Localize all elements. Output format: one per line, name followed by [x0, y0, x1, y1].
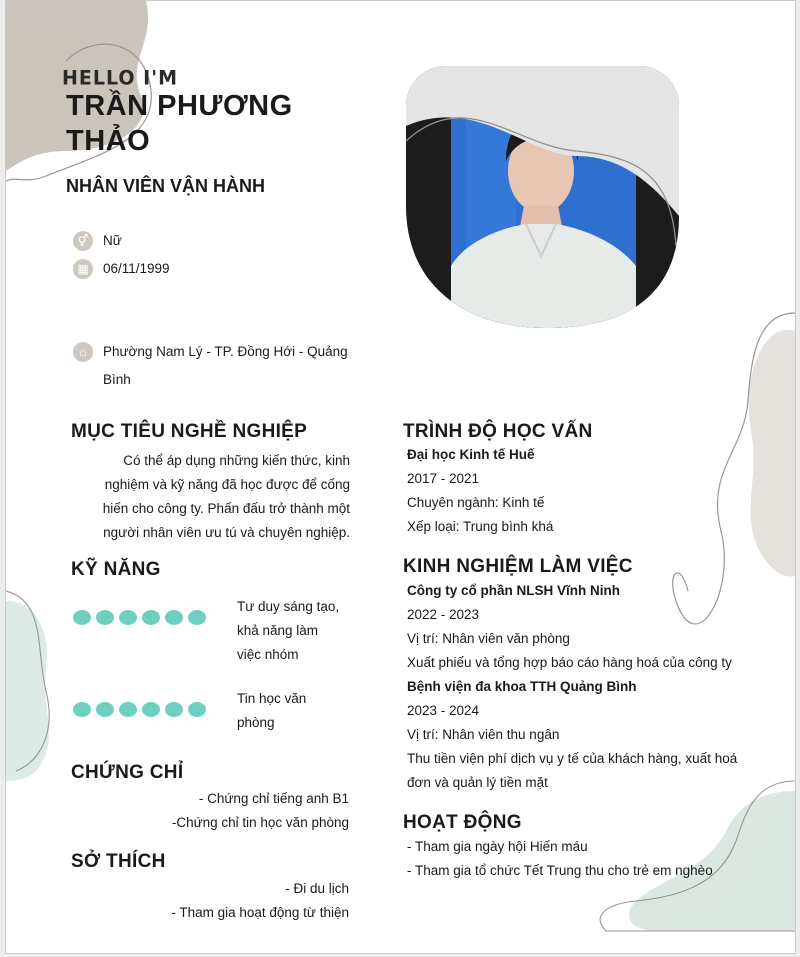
address-line-2: Bình — [103, 372, 131, 387]
skill-dot — [165, 610, 183, 625]
education-years: 2017 - 2021 — [407, 471, 480, 486]
skill-label-line: Tin học văn — [237, 691, 307, 706]
certificates-list — [172, 787, 349, 835]
skill-dot — [188, 702, 206, 717]
birthday-cake-icon: ▦ — [73, 259, 93, 279]
objective-line: người nhân viên ưu tú và chuyên nghiệp. — [103, 525, 350, 540]
profile-photo — [406, 66, 679, 328]
skill-rating-2 — [73, 689, 206, 717]
gender-icon: ⚥ — [73, 231, 93, 251]
school-name: Đại học Kinh tế Huế — [407, 447, 535, 462]
education-details — [407, 443, 553, 539]
skill-rating-1 — [73, 597, 206, 625]
hobby-item: - Đi du lịch — [285, 881, 349, 896]
activities-list — [407, 835, 713, 883]
hobbies-title: SỞ THÍCH — [71, 851, 166, 872]
skill-dot — [142, 702, 160, 717]
experience-title: KINH NGHIỆM LÀM VIỆC — [403, 556, 633, 577]
skill-dot — [96, 610, 114, 625]
hobby-item: - Tham gia hoạt động từ thiện — [171, 905, 349, 920]
company-name: Công ty cổ phần NLSH Vĩnh Ninh — [407, 583, 620, 598]
full-name — [66, 89, 366, 159]
hobbies-list — [171, 877, 349, 925]
objective-text — [86, 449, 350, 545]
education-title: TRÌNH ĐỘ HỌC VẤN — [403, 421, 593, 442]
address-line-1: Phường Nam Lý - TP. Đồng Hới - Quảng — [103, 344, 348, 359]
job-position: Vị trí: Nhân viên văn phòng — [407, 631, 570, 646]
experience-details — [407, 579, 737, 795]
cv-page — [5, 0, 796, 954]
certificates-title: CHỨNG CHỈ — [71, 762, 184, 783]
objective-line: hiến cho công ty. Phấn đấu trở thành một — [102, 501, 350, 516]
skill-dot — [142, 610, 160, 625]
name-line-1: TRẦN PHƯƠNG — [66, 90, 293, 122]
skill-dot — [165, 702, 183, 717]
skill-dot — [119, 610, 137, 625]
hello-label: HELLO I'M — [62, 66, 178, 90]
birthday-row — [73, 259, 170, 283]
education-grade: Xếp loại: Trung bình khá — [407, 519, 554, 534]
skill-label-2 — [237, 687, 352, 735]
certificate-item: - Chứng chỉ tiếng anh B1 — [198, 791, 349, 806]
company-name: Bệnh viện đa khoa TTH Quảng Bình — [407, 679, 637, 694]
activity-item: - Tham gia tổ chức Tết Trung thu cho trẻ em nghèo — [407, 863, 713, 878]
job-position: Vị trí: Nhân viên thu ngân — [407, 727, 560, 742]
home-icon: ⌂ — [73, 342, 93, 362]
skill-dot — [119, 702, 137, 717]
activities-title: HOẠT ĐỘNG — [403, 812, 522, 833]
skill-label-line: phòng — [237, 715, 275, 730]
skill-label-line: khả năng làm — [237, 623, 319, 638]
gender-row — [73, 231, 122, 255]
skills-title: KỸ NĂNG — [71, 559, 161, 580]
skill-label-line: việc nhóm — [237, 647, 299, 662]
job-description: Thu tiền viện phí dịch vụ y tế của khách hàng, xuất hoá — [407, 751, 738, 766]
job-years: 2023 - 2024 — [407, 703, 480, 718]
objective-title: MỤC TIÊU NGHỀ NGHIỆP — [71, 421, 308, 442]
gender-value: Nữ — [103, 233, 122, 248]
job-description: đơn và quản lý tiền mặt — [407, 775, 548, 790]
job-description: Xuất phiếu và tổng hợp báo cáo hàng hoá của công ty — [407, 655, 732, 670]
certificate-item: -Chứng chỉ tin học văn phòng — [171, 815, 349, 830]
skill-dot — [96, 702, 114, 717]
job-years: 2022 - 2023 — [407, 607, 480, 622]
birthday-value: 06/11/1999 — [103, 261, 170, 276]
skill-label-line: Tư duy sáng tạo, — [237, 599, 340, 614]
activity-item: - Tham gia ngày hội Hiến máu — [407, 839, 588, 854]
name-line-2: THẢO — [66, 125, 151, 157]
address-row — [73, 342, 348, 394]
job-title: NHÂN VIÊN VẬN HÀNH — [66, 176, 266, 196]
objective-line: nghiệm và kỹ năng đã học được để cống — [104, 477, 350, 492]
skill-label-1 — [237, 595, 352, 667]
address-value — [103, 338, 348, 394]
education-major: Chuyên ngành: Kinh tế — [407, 495, 545, 510]
skill-dot — [73, 702, 91, 717]
skill-dot — [188, 610, 206, 625]
objective-line: Có thể áp dụng những kiến thức, kinh — [123, 453, 350, 468]
skill-dot — [73, 610, 91, 625]
